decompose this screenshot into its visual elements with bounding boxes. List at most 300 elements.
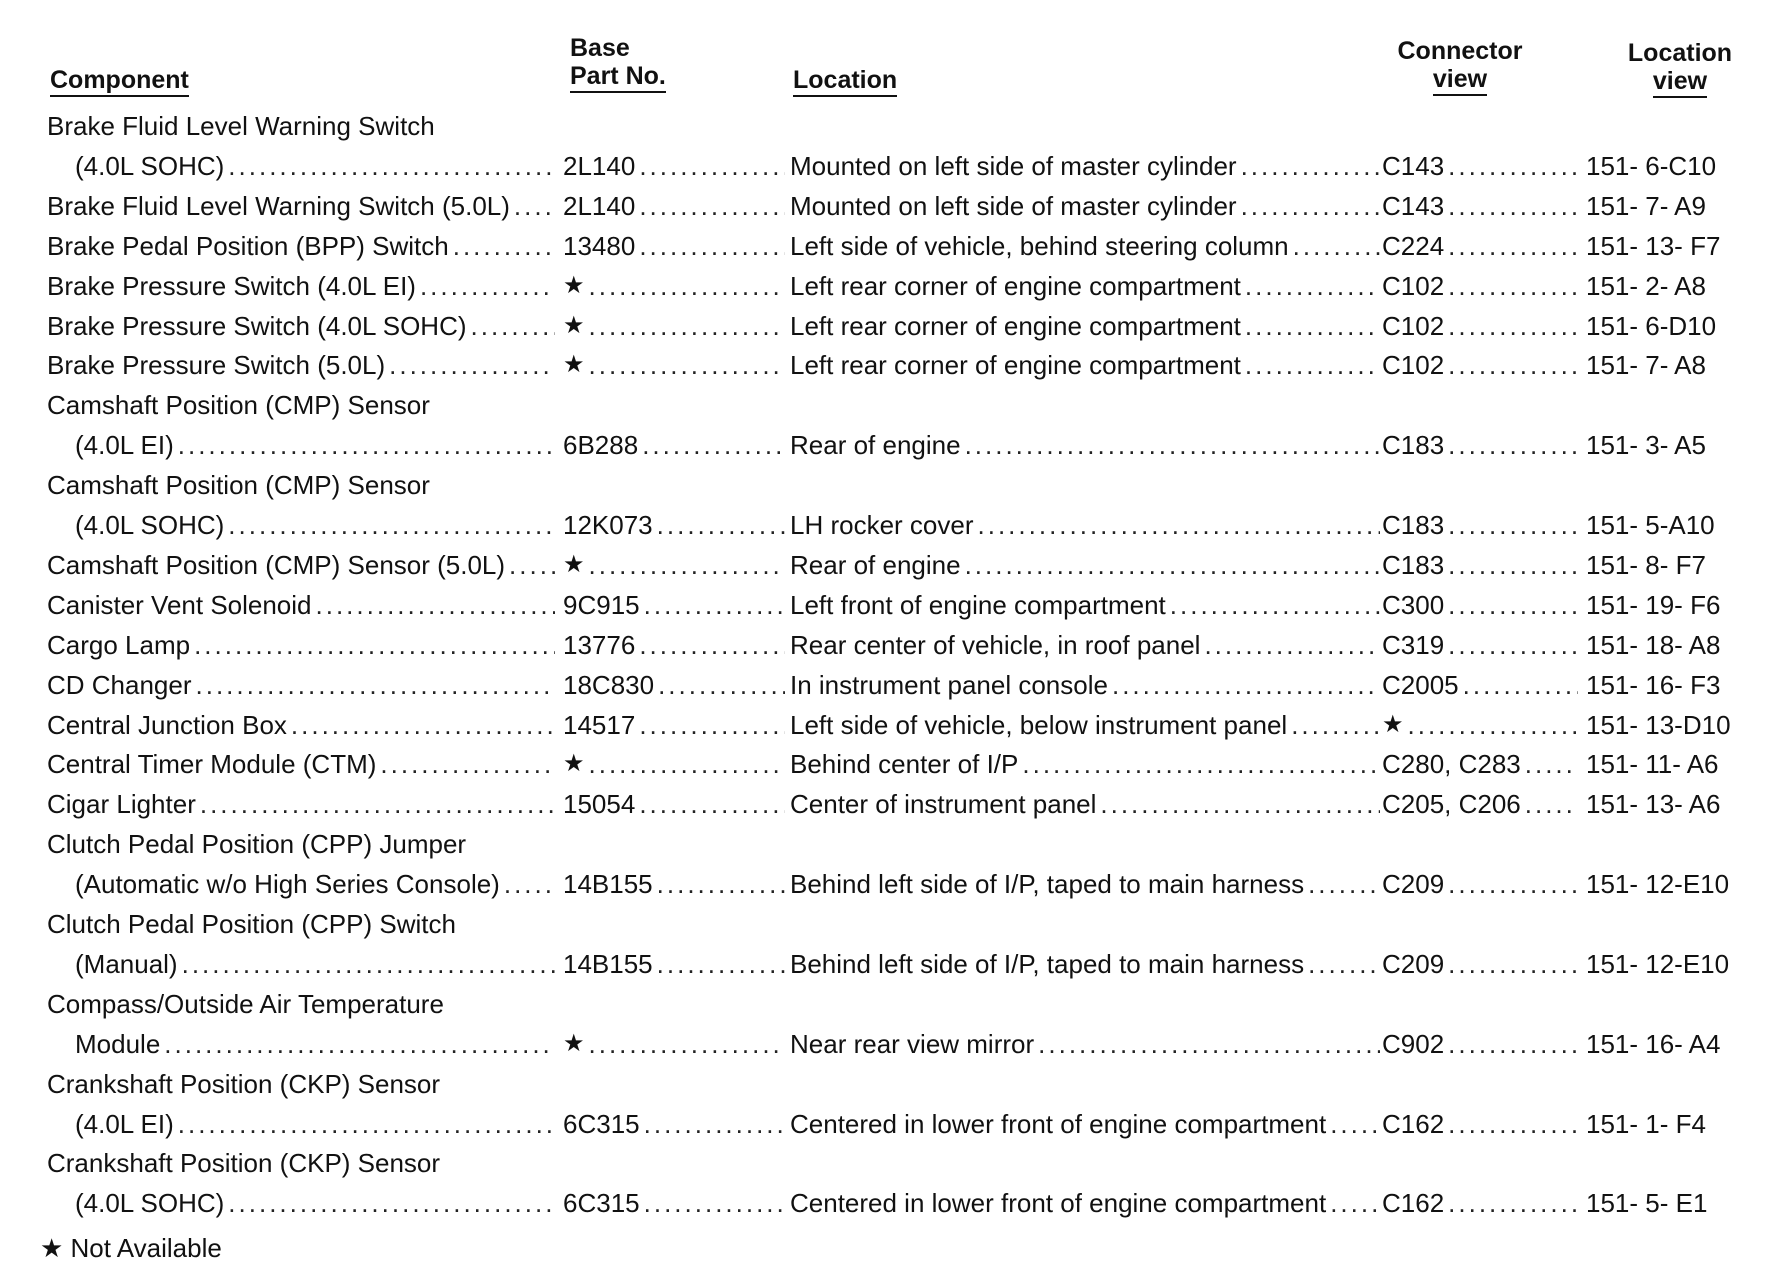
connector-view-cell-text: C162	[1382, 1188, 1445, 1219]
location-view-cell-text: 151- 13-D10	[1586, 709, 1731, 740]
dot-leader	[1108, 665, 1380, 705]
connector-view-cell-text: C102	[1382, 350, 1445, 381]
location-view-cell	[1586, 625, 1756, 665]
location-view-cell	[1586, 306, 1756, 346]
part-number-cell-text: 2L140	[563, 190, 636, 221]
part-number-cell	[563, 266, 785, 306]
part-number-cell-text: 14517	[563, 709, 636, 740]
location-cell-text: Left rear corner of engine compartment	[790, 350, 1241, 381]
part-number-cell	[563, 345, 785, 385]
table-row	[0, 545, 1790, 585]
location-cell-text: Left rear corner of engine compartment	[790, 310, 1241, 341]
part-number-cell	[563, 944, 785, 984]
connector-view-cell-text: C162	[1382, 1108, 1445, 1139]
table-row	[0, 1064, 1790, 1104]
location-view-cell	[1586, 186, 1756, 226]
table-row	[0, 1104, 1790, 1144]
dot-leader	[974, 505, 1381, 545]
dot-leader	[174, 425, 555, 465]
connector-view-cell-text: ★	[1382, 710, 1404, 738]
component-cell-text: (4.0L EI)	[75, 1108, 174, 1139]
location-cell	[790, 505, 1380, 545]
location-view-cell	[1586, 465, 1756, 505]
location-view-cell-text: 151- 8- F7	[1586, 549, 1706, 580]
location-cell-text: LH rocker cover	[790, 510, 974, 540]
component-cell	[47, 465, 555, 505]
location-view-cell-text: 151- 16- A4	[1586, 1028, 1721, 1059]
table-row	[0, 1143, 1790, 1183]
header-location-view: Location view	[1610, 39, 1750, 98]
location-cell-text: Behind left side of I/P, taped to main harness	[790, 869, 1305, 900]
connector-view-cell	[1382, 1064, 1578, 1104]
dot-leader	[1289, 226, 1380, 266]
location-view-cell	[1586, 1024, 1756, 1064]
part-number-cell	[563, 1143, 785, 1183]
location-view-cell	[1586, 266, 1756, 306]
part-number-cell	[563, 465, 785, 505]
dot-leader	[1444, 186, 1578, 226]
dot-leader	[654, 665, 785, 705]
component-cell	[47, 665, 555, 705]
location-view-cell-text: 151- 11- A6	[1586, 749, 1719, 780]
dot-leader	[1200, 625, 1380, 665]
part-number-cell	[563, 186, 785, 226]
connector-view-cell	[1382, 106, 1578, 146]
location-view-cell	[1586, 1064, 1756, 1104]
connector-view-cell	[1382, 345, 1578, 385]
dot-leader	[224, 146, 555, 186]
connector-view-cell	[1382, 465, 1578, 505]
dot-leader	[224, 505, 555, 545]
dot-leader	[640, 1183, 785, 1223]
location-cell-text: Near rear view mirror	[790, 1028, 1035, 1059]
location-cell	[790, 944, 1380, 984]
table-row	[0, 186, 1790, 226]
connector-view-cell-text: C143	[1382, 150, 1445, 181]
table-row	[0, 944, 1790, 984]
component-cell	[47, 984, 555, 1024]
location-view-cell-text: 151- 7- A8	[1586, 350, 1706, 381]
location-cell	[790, 1104, 1380, 1144]
connector-view-cell-text: C224	[1382, 230, 1445, 261]
dot-leader	[640, 1104, 785, 1144]
part-number-cell-text: ★	[563, 351, 585, 379]
header-connector-view: Connector view	[1380, 37, 1540, 96]
location-cell	[790, 385, 1380, 425]
component-cell	[47, 705, 555, 745]
location-view-cell	[1586, 944, 1756, 984]
location-cell	[790, 864, 1380, 904]
connector-view-cell	[1382, 944, 1578, 984]
connector-view-cell	[1382, 266, 1578, 306]
dot-leader	[635, 226, 785, 266]
component-cell	[47, 226, 555, 266]
component-cell-text: Brake Pressure Switch (5.0L)	[47, 350, 386, 381]
connector-view-cell	[1382, 545, 1578, 585]
dot-leader	[1444, 345, 1578, 385]
location-cell-text: Left front of engine compartment	[790, 589, 1166, 620]
location-view-cell	[1586, 1104, 1756, 1144]
connector-view-cell	[1382, 625, 1578, 665]
component-cell-text: Module	[75, 1028, 161, 1059]
component-cell	[47, 1104, 555, 1144]
dot-leader	[467, 306, 555, 346]
part-number-cell	[563, 505, 785, 545]
component-cell	[47, 306, 555, 346]
location-cell	[790, 106, 1380, 146]
connector-view-cell-text: C209	[1382, 948, 1445, 979]
dot-leader	[1444, 146, 1578, 186]
connector-view-cell	[1382, 744, 1578, 784]
component-cell-text: (Automatic w/o High Series Console)	[75, 869, 500, 900]
location-view-cell-text: 151- 19- F6	[1586, 589, 1721, 620]
component-cell	[47, 824, 555, 864]
location-cell-text: Mounted on left side of master cylinder	[790, 190, 1237, 221]
table-row	[0, 1024, 1790, 1064]
location-cell-text: Rear of engine	[790, 549, 961, 580]
table-row	[0, 306, 1790, 346]
dot-leader	[635, 784, 785, 824]
part-number-cell	[563, 984, 785, 1024]
location-cell	[790, 784, 1380, 824]
dot-leader	[585, 306, 785, 346]
dot-leader	[585, 266, 785, 306]
component-cell	[47, 186, 555, 226]
dot-leader	[1444, 545, 1578, 585]
location-view-cell-text: 151- 16- F3	[1586, 669, 1721, 700]
location-cell	[790, 585, 1380, 625]
component-cell	[47, 545, 555, 585]
dot-leader	[192, 665, 555, 705]
part-number-cell	[563, 226, 785, 266]
location-view-cell	[1586, 824, 1756, 864]
dot-leader	[961, 425, 1380, 465]
location-cell-text: Left side of vehicle, behind steering column	[790, 230, 1289, 261]
part-number-cell-text: 13776	[563, 629, 636, 660]
location-cell	[790, 824, 1380, 864]
component-cell-text: Cargo Lamp	[47, 629, 191, 660]
dot-leader	[1237, 186, 1380, 226]
dot-leader	[1459, 665, 1578, 705]
location-cell-text: Left rear corner of engine compartment	[790, 270, 1241, 301]
connector-view-cell	[1382, 385, 1578, 425]
location-cell	[790, 186, 1380, 226]
part-number-cell	[563, 306, 785, 346]
component-cell-text: Clutch Pedal Position (CPP) Jumper	[47, 829, 467, 860]
connector-view-cell	[1382, 306, 1578, 346]
table-row	[0, 904, 1790, 944]
table-row	[0, 425, 1790, 465]
location-view-cell	[1586, 665, 1756, 705]
part-number-cell-text: 14B155	[563, 948, 653, 979]
location-cell-text: Center of instrument panel	[790, 789, 1097, 820]
dot-leader	[1018, 744, 1380, 784]
part-number-cell-text: 9C915	[563, 589, 640, 620]
connector-view-cell	[1382, 505, 1578, 545]
location-cell	[790, 904, 1380, 944]
location-view-cell	[1586, 904, 1756, 944]
connector-view-cell-text: C102	[1382, 310, 1445, 341]
connector-view-cell-text: C143	[1382, 190, 1445, 221]
table-row	[0, 226, 1790, 266]
component-cell	[47, 505, 555, 545]
location-cell	[790, 1143, 1380, 1183]
component-cell-text: Camshaft Position (CMP) Sensor (5.0L)	[47, 549, 506, 580]
location-cell	[790, 665, 1380, 705]
location-cell	[790, 744, 1380, 784]
location-view-cell	[1586, 425, 1756, 465]
part-number-cell-text: ★	[563, 311, 585, 339]
connector-view-cell	[1382, 226, 1578, 266]
part-number-cell	[563, 385, 785, 425]
part-number-cell	[563, 904, 785, 944]
part-number-cell	[563, 425, 785, 465]
location-view-cell-text: 151- 12-E10	[1586, 948, 1730, 979]
table-row	[0, 146, 1790, 186]
part-number-cell	[563, 146, 785, 186]
dot-leader	[312, 585, 555, 625]
connector-view-cell	[1382, 984, 1578, 1024]
component-cell	[47, 744, 555, 784]
component-cell-text: Crankshaft Position (CKP) Sensor	[47, 1148, 441, 1179]
dot-leader	[174, 1104, 555, 1144]
dot-leader	[1444, 864, 1578, 904]
dot-leader	[1444, 625, 1578, 665]
table-row	[0, 744, 1790, 784]
dot-leader	[1521, 744, 1578, 784]
location-view-cell-text: 151- 2- A8	[1586, 270, 1706, 301]
component-cell-text: (4.0L SOHC)	[75, 150, 225, 181]
location-cell-text: Behind center of I/P	[790, 749, 1019, 780]
header-component: Component	[50, 66, 189, 97]
location-view-cell	[1586, 984, 1756, 1024]
dot-leader	[287, 705, 555, 745]
location-view-cell-text: 151- 3- A5	[1586, 430, 1706, 461]
part-number-cell	[563, 784, 785, 824]
header-base-part: Base Part No.	[570, 34, 666, 93]
part-number-cell-text: 6C315	[563, 1188, 640, 1219]
table-row	[0, 106, 1790, 146]
table-row	[0, 984, 1790, 1024]
location-cell	[790, 1024, 1380, 1064]
component-cell-text: Camshaft Position (CMP) Sensor	[47, 390, 430, 421]
component-cell-text: Clutch Pedal Position (CPP) Switch	[47, 909, 456, 939]
location-view-cell-text: 151- 1- F4	[1586, 1108, 1706, 1139]
table-row	[0, 345, 1790, 385]
component-cell-text: Crankshaft Position (CKP) Sensor	[47, 1068, 441, 1099]
part-number-cell	[563, 1024, 785, 1064]
component-cell	[47, 944, 555, 984]
part-number-cell	[563, 106, 785, 146]
component-cell-text: Compass/Outside Air Temperature	[47, 988, 444, 1019]
connector-view-cell	[1382, 186, 1578, 226]
component-cell-text: (4.0L EI)	[75, 430, 174, 461]
location-cell-text: Behind left side of I/P, taped to main harness	[790, 948, 1305, 979]
connector-view-cell-text: C205, C206	[1382, 789, 1521, 820]
location-view-cell	[1586, 784, 1756, 824]
dot-leader	[1241, 345, 1380, 385]
dot-leader	[1444, 505, 1578, 545]
connector-view-cell	[1382, 585, 1578, 625]
location-view-cell-text: 151- 7- A9	[1586, 190, 1706, 221]
dot-leader	[1287, 705, 1380, 745]
part-number-cell-text: 2L140	[563, 150, 636, 181]
connector-view-cell-text: C183	[1382, 510, 1445, 540]
connector-view-cell	[1382, 864, 1578, 904]
location-cell	[790, 625, 1380, 665]
location-view-cell	[1586, 345, 1756, 385]
part-number-cell-text: ★	[563, 750, 585, 778]
component-cell	[47, 784, 555, 824]
location-view-cell	[1586, 385, 1756, 425]
location-view-cell-text: 151- 5-A10	[1586, 510, 1715, 540]
dot-leader	[500, 864, 555, 904]
location-view-cell	[1586, 505, 1756, 545]
part-number-cell-text: ★	[563, 1029, 585, 1057]
connector-view-cell	[1382, 705, 1578, 745]
table-row	[0, 665, 1790, 705]
part-number-cell	[563, 665, 785, 705]
dot-leader	[638, 425, 785, 465]
component-cell-text: Brake Pressure Switch (4.0L SOHC)	[47, 310, 467, 341]
component-cell	[47, 425, 555, 465]
dot-leader	[585, 1024, 785, 1064]
dot-leader	[178, 944, 555, 984]
connector-view-cell	[1382, 784, 1578, 824]
location-cell	[790, 984, 1380, 1024]
location-view-cell	[1586, 864, 1756, 904]
connector-view-cell	[1382, 824, 1578, 864]
component-cell	[47, 106, 555, 146]
table-row	[0, 864, 1790, 904]
location-cell-text: Rear of engine	[790, 430, 961, 461]
component-cell	[47, 1183, 555, 1223]
connector-view-cell-text: C183	[1382, 430, 1445, 461]
component-cell-text: Brake Fluid Level Warning Switch	[47, 111, 435, 141]
dot-leader	[635, 705, 785, 745]
location-cell	[790, 1064, 1380, 1104]
location-view-cell-text: 151- 5- E1	[1586, 1188, 1708, 1219]
component-cell-text: (4.0L SOHC)	[75, 1188, 225, 1219]
dot-leader	[1096, 784, 1380, 824]
location-view-cell	[1586, 226, 1756, 266]
table-row	[0, 1183, 1790, 1223]
part-number-cell	[563, 705, 785, 745]
component-cell	[47, 864, 555, 904]
dot-leader	[1444, 1183, 1578, 1223]
component-cell-text: Cigar Lighter	[47, 789, 196, 820]
dot-leader	[1444, 944, 1578, 984]
dot-leader	[1034, 1024, 1380, 1064]
location-cell-text: Mounted on left side of master cylinder	[790, 150, 1237, 181]
component-cell	[47, 1143, 555, 1183]
table-row	[0, 784, 1790, 824]
component-cell	[47, 1024, 555, 1064]
dot-leader	[1444, 585, 1578, 625]
dot-leader	[653, 864, 785, 904]
component-cell	[47, 146, 555, 186]
dot-leader	[376, 744, 555, 784]
component-cell	[47, 625, 555, 665]
dot-leader	[1521, 784, 1578, 824]
location-view-cell	[1586, 744, 1756, 784]
header-location: Location	[793, 66, 897, 97]
part-number-cell-text: ★	[563, 271, 585, 299]
table-row	[0, 505, 1790, 545]
component-cell	[47, 585, 555, 625]
location-cell	[790, 1183, 1380, 1223]
location-view-cell-text: 151- 13- F7	[1586, 230, 1721, 261]
connector-view-cell	[1382, 665, 1578, 705]
dot-leader	[653, 944, 785, 984]
table-row	[0, 705, 1790, 745]
connector-view-cell	[1382, 146, 1578, 186]
connector-view-cell-text: C319	[1382, 629, 1445, 660]
dot-leader	[190, 625, 555, 665]
part-number-cell	[563, 824, 785, 864]
part-number-cell-text: 6B288	[563, 430, 639, 461]
location-cell	[790, 345, 1380, 385]
location-view-cell	[1586, 705, 1756, 745]
dot-leader	[196, 784, 555, 824]
connector-view-cell	[1382, 1104, 1578, 1144]
dot-leader	[1444, 425, 1578, 465]
location-cell-text: Centered in lower front of engine compartment	[790, 1108, 1327, 1139]
connector-view-cell	[1382, 1143, 1578, 1183]
part-number-cell	[563, 585, 785, 625]
dot-leader	[510, 186, 555, 226]
location-cell-text: Centered in lower front of engine compartment	[790, 1188, 1327, 1219]
part-number-cell-text: 14B155	[563, 869, 653, 900]
location-view-cell	[1586, 545, 1756, 585]
location-cell	[790, 465, 1380, 505]
location-view-cell-text: 151- 6-C10	[1586, 150, 1717, 181]
component-cell-text: Camshaft Position (CMP) Sensor	[47, 470, 430, 501]
location-view-cell-text: 151- 18- A8	[1586, 629, 1721, 660]
connector-view-cell-text: C209	[1382, 869, 1445, 900]
part-number-cell	[563, 1104, 785, 1144]
component-cell-text: Brake Pressure Switch (4.0L EI)	[47, 270, 416, 301]
dot-leader	[585, 744, 785, 784]
dot-leader	[653, 505, 785, 545]
connector-view-cell	[1382, 425, 1578, 465]
component-cell-text: Canister Vent Solenoid	[47, 589, 312, 620]
component-cell-text: Central Timer Module (CTM)	[47, 749, 377, 780]
table-row	[0, 585, 1790, 625]
location-cell	[790, 425, 1380, 465]
component-cell-text: (4.0L SOHC)	[75, 510, 225, 540]
table-row	[0, 266, 1790, 306]
dot-leader	[585, 545, 785, 585]
location-view-cell-text: 151- 13- A6	[1586, 789, 1721, 820]
component-cell	[47, 345, 555, 385]
dot-leader	[1304, 864, 1380, 904]
location-view-cell	[1586, 146, 1756, 186]
dot-leader	[1166, 585, 1380, 625]
dot-leader	[640, 585, 785, 625]
part-number-cell-text: 12K073	[563, 510, 653, 540]
component-cell	[47, 904, 555, 944]
table-row	[0, 625, 1790, 665]
location-cell	[790, 705, 1380, 745]
connector-view-cell	[1382, 1024, 1578, 1064]
table-row	[0, 385, 1790, 425]
dot-leader	[224, 1183, 555, 1223]
dot-leader	[1241, 266, 1380, 306]
part-number-cell	[563, 1183, 785, 1223]
dot-leader	[1444, 226, 1578, 266]
connector-view-cell-text: C2005	[1382, 669, 1459, 700]
